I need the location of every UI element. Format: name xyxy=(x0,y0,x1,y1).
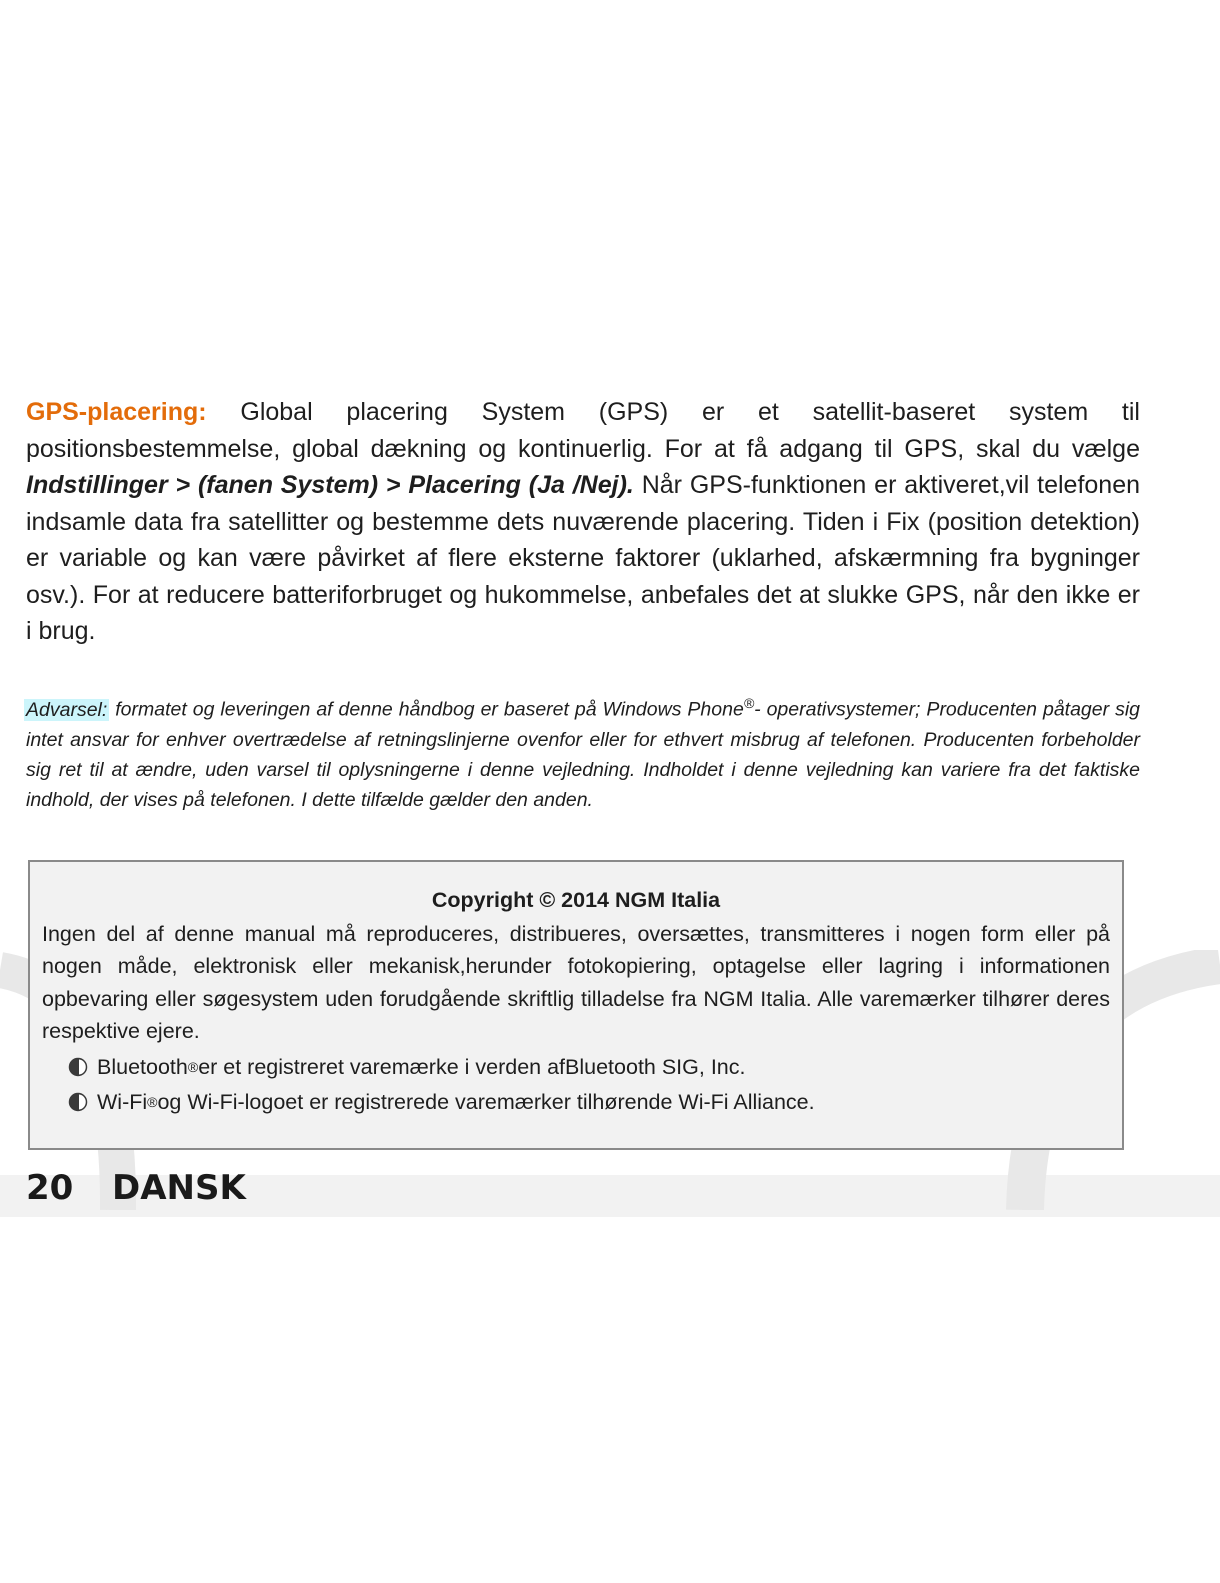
gps-text-1: Global placering System (GPS) er et satellit-baseret system til positionsbestemmelse, global dækning og kontinuerlig. For at få adgang til GPS, skal du vælge xyxy=(26,398,1140,463)
warning-label: Advarsel: xyxy=(26,698,108,721)
gps-text-2: Når GPS-funktionen er aktiveret,vil telefonen indsamle data fra satellitter og bestemme dets nuværende placering. Tiden i Fix (position detektion) er variable og kan være påvirket af flere eksterne faktorer (uklarhed, afskærmning fra bygninger osv.). For at reducere batteriforbruget og hukommelse, anbefales det at slukke GPS, når den ikke er i brug. xyxy=(26,471,1141,645)
bullet-icon xyxy=(68,1057,88,1077)
copyright-title: Copyright © 2014 NGM Italia xyxy=(431,888,721,912)
warning-paragraph xyxy=(26,688,1140,815)
gps-heading: GPS-placering: xyxy=(26,398,207,426)
registered-mark: ® xyxy=(187,1058,199,1075)
page-number: 20 xyxy=(26,1168,74,1208)
bluetooth-pre: Bluetooth xyxy=(97,1054,188,1079)
warning-text-2: - operativsystemer; Producenten påtager sig intet ansvar for enhver overtrædelse af retningslinjerne ovenfor eller for ethvert misbrug af telefonen. Producenten forbeholder sig ret til at ændre, uden varsel til oplysningerne i denne vejledning. Indholdet i denne vejledning kan variere fra det faktiske indhold, der vises på telefonen. I dette tilfælde gælder den anden. xyxy=(26,698,1140,811)
bluetooth-post: er et registreret varemærke i verden afBluetooth SIG, Inc. xyxy=(198,1054,746,1079)
registered-mark: ® xyxy=(147,1094,158,1110)
gps-paragraph xyxy=(26,394,1140,650)
wifi-post: og Wi-Fi-logoet er registrerede varemærker tilhørende Wi-Fi Alliance. xyxy=(157,1090,815,1114)
copyright-body: Ingen del af denne manual må reproduceres, distribueres, oversættes, transmitteres i nogen form eller på nogen måde, elektronisk eller mekanisk,herunder fotokopiering, optagelse eller lagring i informationen opbevaring eller søgesystem uden forudgående skriftlig tilladelse fra NGM Italia. Alle varemærker tilhører deres respektive ejere. xyxy=(42,921,1110,1043)
page-footer xyxy=(26,1168,246,1208)
bullet-wifi xyxy=(68,1086,1110,1119)
wifi-pre: Wi-Fi xyxy=(97,1090,148,1114)
settings-path: Indstillinger > (fanen System) > Placering (Ja /Nej). xyxy=(26,471,634,499)
bullet-bluetooth xyxy=(68,1051,1110,1084)
copyright-box xyxy=(28,860,1124,1150)
bullet-icon xyxy=(68,1092,88,1112)
registered-mark: ® xyxy=(743,695,755,711)
warning-text-1: formatet og leveringen af denne håndbog er baseret på Windows Phone xyxy=(109,698,744,721)
language-label: DANSK xyxy=(112,1168,246,1208)
